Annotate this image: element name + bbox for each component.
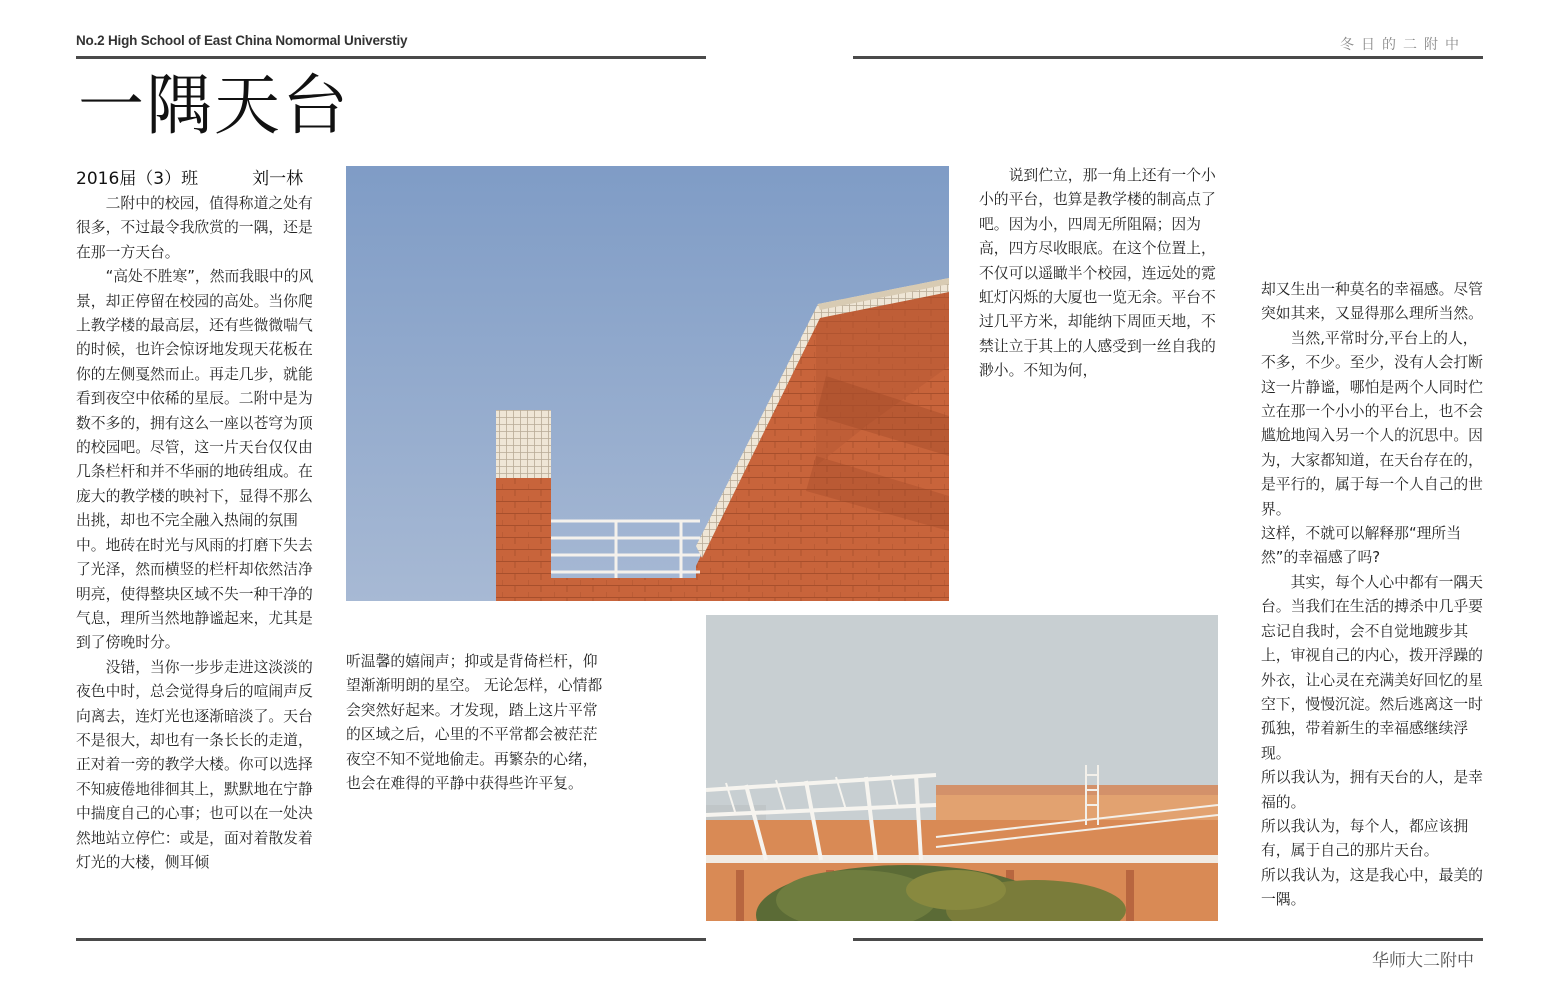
article-title: 一隅天台 <box>78 67 350 144</box>
paragraph: 说到伫立，那一角上还有一个小小的平台，也算是教学楼的制高点了吧。因为小，四周无所阻隔；因为高，四方尽收眼底。在这个位置上，不仅可以遥瞰半个校园，连远处的霓虹灯闪烁的大厦也一览无余。平台不过几平方米，却能纳下周匝天地，不禁让立于其上的人感受到一丝自我的渺小。不知为何， <box>979 167 1216 380</box>
text-column-3 <box>979 164 1221 384</box>
paragraph: 所以我认为，拥有天台的人，是幸福的。 <box>1261 769 1483 811</box>
paragraph: 没错，当你一步步走进这淡淡的夜色中时，总会觉得身后的喧闹声反向离去，连灯光也逐渐暗淡了。天台不是很大，却也有一条长长的走道，正对着一旁的教学大楼。你可以选择不知疲倦地徘徊其上，默默地在宁静中揣度自己的心事；也可以在一处决然地站立停伫：或是，面对着散发着灯光的大楼，侧耳倾 <box>76 658 313 871</box>
paragraph: 这样，不就可以解释那“理所当然”的幸福感了吗? <box>1261 525 1462 567</box>
paragraph: 所以我认为，每个人，都应该拥有，属于自己的那片天台。 <box>1261 817 1469 860</box>
footer-school-name: 华师大二附中 <box>1372 951 1474 971</box>
rooftop-photo <box>346 166 949 601</box>
paragraph: 所以我认为，这是我心中，最美的一隅。 <box>1261 866 1483 909</box>
header-rule-left <box>76 56 706 59</box>
school-name: No.2 High School of East China Nomormal Universtiy <box>76 33 408 48</box>
school-building-photo-svg <box>706 615 1218 921</box>
paragraph: 却又生出一种莫名的幸福感。尽管突如其来，又显得那么理所当然。 <box>1261 281 1483 323</box>
issue-name: 冬日的二附中 <box>1340 37 1466 53</box>
text-column-2 <box>346 650 608 796</box>
footer-rule-left <box>76 938 706 941</box>
paragraph: 听温馨的嬉闹声；抑或是背倚栏杆，仰望渐渐明朗的星空。 无论怎样，心情都会突然好起来。才发现，踏上这片平常的区域之后，心里的不平常都会被茫茫夜空不知不觉地偷走。再繁杂的心绪，也会在难得的平静中获得些许平复。 <box>346 653 603 793</box>
header-rule-right <box>853 56 1483 59</box>
paragraph: 其实，每个人心中都有一隅天台。当我们在生活的搏杀中几乎要忘记自我时，会不自觉地踱步其上，审视自己的内心，拨开浮躁的外衣，让心灵在充满美好回忆的星空下，慢慢沉淀。然后逃离这一时孤独，带着新生的幸福感继续浮现。 <box>1261 573 1483 762</box>
text-column-4 <box>1261 278 1488 913</box>
text-column-1 <box>76 192 325 875</box>
paragraph: 二附中的校园，值得称道之处有很多，不过最令我欣赏的一隅，还是在那一方天台。 <box>76 195 313 261</box>
school-building-photo <box>706 615 1218 921</box>
paragraph: 当然,平常时分,平台上的人，不多，不少。至少，没有人会打断这一片静谧，哪怕是两个人同时伫立在那一个小小的平台上，也不会尴尬地闯入另一个人的沉思中。因为，大家都知道，在天台存在的，是平行的，属于每一个人自己的世界。 <box>1261 329 1483 518</box>
rooftop-photo-svg <box>346 166 949 601</box>
byline: 2016届（3）班 刘一林 <box>76 169 304 189</box>
footer-rule-right <box>853 938 1483 941</box>
paragraph: “高处不胜寒”，然而我眼中的风景，却正停留在校园的高处。当你爬上教学楼的最高层，还有些微微喘气的时候，也许会惊讶地发现天花板在你的左侧戛然而止。再走几步，就能看到夜空中依稀的星辰。二附中是为数不多的，拥有这么一座以苍穹为顶的校园吧。尽管，这一片天台仅仅由几条栏杆和并不华丽的地砖组成。在庞大的教学楼的映衬下，显得不那么出挑，却也不完全融入热闹的氛围中。地砖在时光与风雨的打磨下失去了光泽，然而横竖的栏杆却依然洁净明亮，使得整块区域不失一种干净的气息，理所当然地静谧起来，尤其是到了傍晚时分。 <box>76 268 314 652</box>
